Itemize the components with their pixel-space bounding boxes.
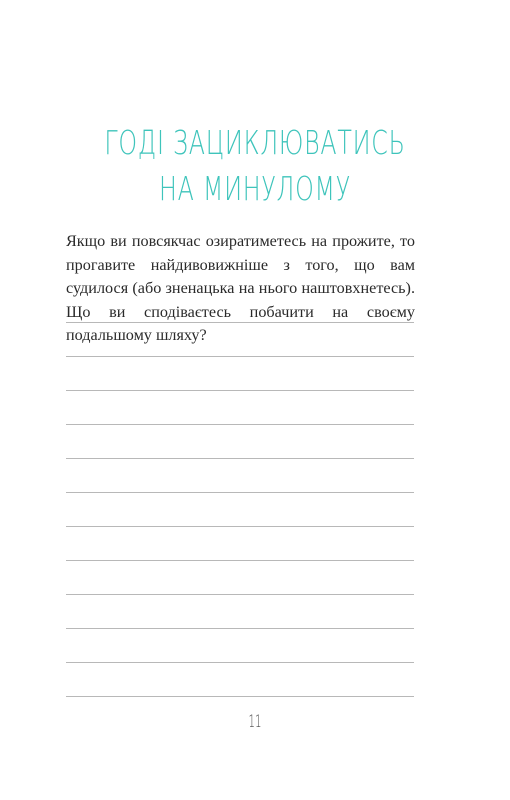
writing-line (66, 526, 414, 527)
writing-line (66, 322, 414, 323)
page-number: 11 (248, 712, 262, 732)
writing-line (66, 696, 414, 697)
writing-line (66, 458, 414, 459)
writing-lines (66, 322, 414, 730)
writing-line (66, 492, 414, 493)
writing-line (66, 356, 414, 357)
writing-line (66, 628, 414, 629)
writing-line (66, 560, 414, 561)
writing-line (66, 662, 414, 663)
writing-line (66, 594, 414, 595)
prompt-paragraph: Якщо ви повсякчас озиратиметесь на прожите, то прогавите найдивовижніше з того, що вам судилося (або зненацька на нього наштовхнетесь). Що ви сподіваєтесь побачити на своєму подальшому шляху? (66, 232, 415, 345)
title-line-2: НА МИНУЛОМУ (159, 169, 351, 209)
page-title (71, 120, 438, 212)
writing-line (66, 390, 414, 391)
writing-line (66, 424, 414, 425)
title-line-1: ГОДІ ЗАЦИКЛЮВАТИСЬ (104, 123, 406, 163)
